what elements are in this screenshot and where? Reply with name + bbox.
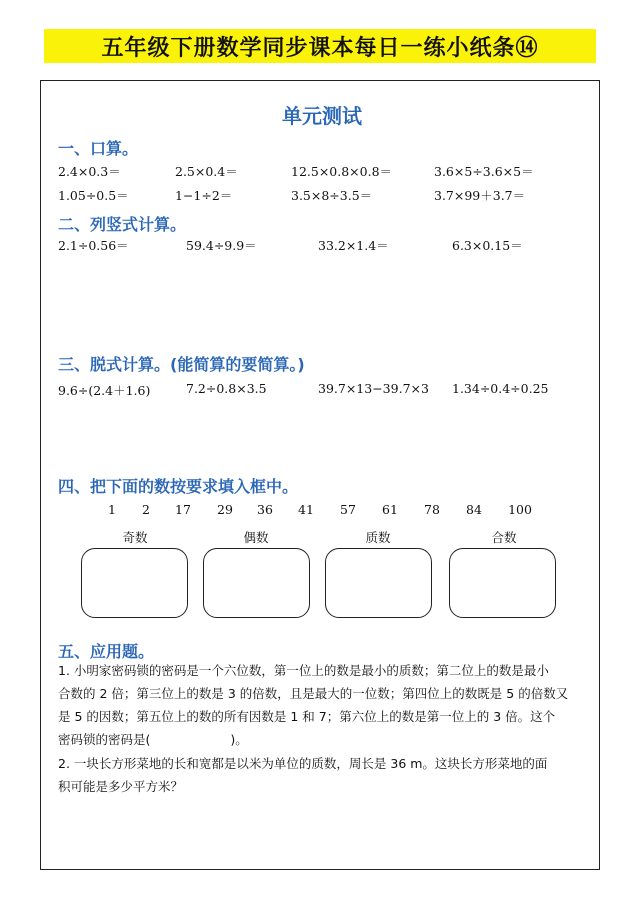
problem-line-answer	[58, 728, 588, 751]
section-4-title: 四、把下面的数按要求填入框中。	[58, 477, 299, 496]
number-item: 84	[466, 502, 482, 517]
number-item: 29	[217, 502, 233, 517]
problem-line: 1. 小明家密码锁的密码是一个六位数，第一位上的数是最小的质数；第二位上的数是最小	[58, 663, 549, 678]
number-item: 100	[508, 502, 532, 517]
category-label-odd: 奇数	[122, 530, 148, 545]
answer-box-prime	[325, 548, 432, 618]
oral-calc-item: 1−1÷2＝	[175, 188, 233, 203]
number-item: 36	[257, 502, 273, 517]
answer-box-odd	[81, 548, 188, 618]
number-item: 78	[424, 502, 440, 517]
stepwise-calc-item: 39.7×13−39.7×3	[318, 381, 429, 396]
oral-calc-item: 12.5×0.8×0.8＝	[291, 164, 393, 179]
oral-calc-item: 3.7×99＋3.7＝	[434, 188, 526, 203]
answer-box-even	[203, 548, 310, 618]
word-problem-2	[58, 752, 588, 798]
answer-suffix: )。	[230, 732, 248, 747]
vertical-calc-item: 6.3×0.15＝	[452, 238, 523, 253]
unit-title: 单元测试	[282, 104, 362, 128]
number-item: 1	[108, 502, 116, 517]
oral-calc-item: 2.4×0.3＝	[58, 164, 121, 179]
stepwise-calc-item: 1.34÷0.4÷0.25	[452, 381, 549, 396]
vertical-calc-item: 2.1÷0.56＝	[58, 238, 129, 253]
number-item: 2	[142, 502, 150, 517]
problem-line: 积可能是多少平方米？	[58, 779, 184, 794]
stepwise-calc-item: 7.2÷0.8×3.5	[186, 381, 267, 396]
problem-line: 合数的 2 倍；第三位上的数是 3 的倍数，且是最大的一位数；第四位上的数既是 5 的倍数又	[58, 686, 569, 701]
section-3-title: 三、脱式计算。(能简算的要简算。)	[58, 355, 305, 374]
word-problem-1	[58, 659, 588, 751]
category-label-composite: 合数	[491, 530, 517, 545]
answer-box-composite	[449, 548, 556, 618]
oral-calc-item: 3.6×5÷3.6×5＝	[434, 164, 534, 179]
number-item: 61	[382, 502, 398, 517]
category-label-even: 偶数	[243, 530, 269, 545]
vertical-calc-item: 33.2×1.4＝	[318, 238, 389, 253]
answer-prefix: 密码锁的密码是(	[58, 732, 151, 747]
oral-calc-item: 2.5×0.4＝	[175, 164, 238, 179]
number-item: 41	[298, 502, 314, 517]
number-item: 57	[340, 502, 356, 517]
category-label-prime: 质数	[365, 530, 391, 545]
banner-title: 五年级下册数学同步课本每日一练小纸条⑭	[44, 29, 596, 63]
vertical-calc-item: 59.4÷9.9＝	[186, 238, 257, 253]
stepwise-calc-item: 9.6÷(2.4＋1.6)	[58, 383, 151, 398]
section-5-title: 五、应用题。	[58, 642, 155, 661]
section-2-title: 二、列竖式计算。	[58, 215, 187, 234]
number-item: 17	[175, 502, 191, 517]
problem-line: 2. 一块长方形菜地的长和宽都是以米为单位的质数，周长是 36 m。这块长方形菜地的面	[58, 756, 548, 771]
section-1-title: 一、口算。	[58, 139, 139, 158]
oral-calc-item: 3.5×8÷3.5＝	[291, 188, 373, 203]
problem-line: 是 5 的因数；第五位上的数的所有因数是 1 和 7；第六位上的数是第一位上的 3 倍。这个	[58, 709, 556, 724]
oral-calc-item: 1.05÷0.5＝	[58, 188, 129, 203]
